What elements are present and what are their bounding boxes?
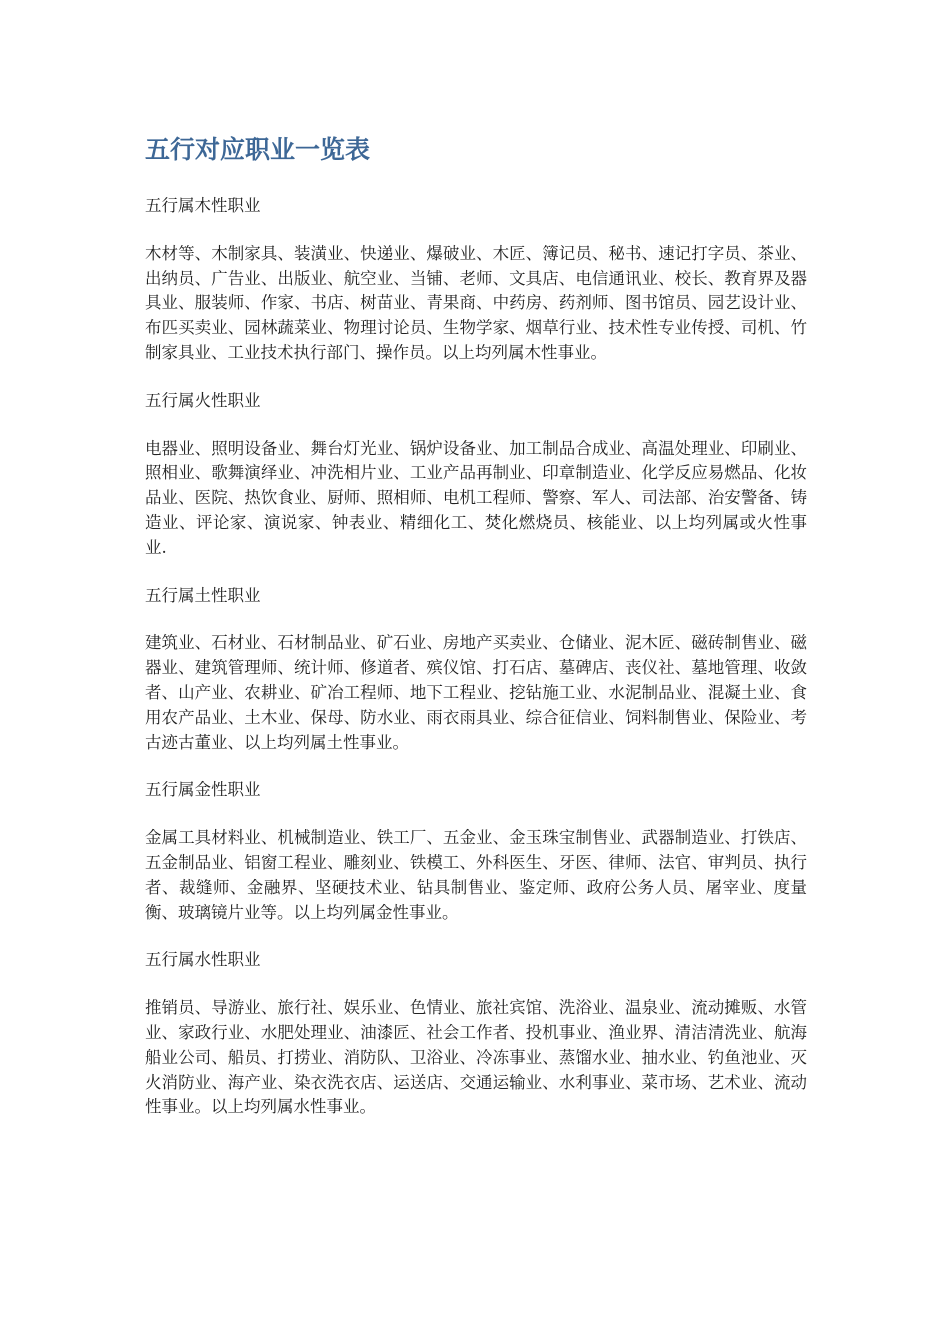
section-heading: 五行属水性职业 (145, 950, 261, 970)
section-wood (145, 194, 807, 366)
section-heading: 五行属火性职业 (145, 390, 261, 410)
section-body: 金属工具材料业、机械制造业、铁工厂、五金业、金玉珠宝制售业、武器制造业、打铁店、五金制品业、铝窗工程业、雕刻业、铁模工、外科医生、牙医、律师、法官、审判员、执行者、裁缝师、金融界、坚硬技术业、钻具制售业、鉴定师、政府公务人员、屠宰业、度量衡、玻璃镜片业等。以上均列属金性事业。 (145, 828, 807, 922)
section-heading: 五行属木性职业 (145, 196, 261, 215)
section-body: 建筑业、石材业、石材制品业、矿石业、房地产买卖业、仓储业、泥木匠、磁砖制售业、磁器业、建筑管理师、统计师、修道者、殡仪馆、打石店、墓碑店、丧仪社、墓地管理、收敛者、山产业、农耕业、矿冶工程师、地下工程业、挖钻施工业、水泥制品业、混凝土业、食用农产品业、土木业、保母、防水业、雨衣雨具业、综合征信业、饲料制售业、保险业、考古迹古董业、以上均列属土性事业。 (145, 633, 807, 752)
document-content (145, 132, 807, 1120)
section-body: 木材等、木制家具、装潢业、快递业、爆破业、木匠、簿记员、秘书、速记打字员、茶业、出纳员、广告业、出版业、航空业、当铺、老师、文具店、电信通讯业、校长、教育界及器具业、服装师、作家、书店、树苗业、青果商、中药房、药剂师、图书馆员、园艺设计业、布匹买卖业、园林蔬菜业、物理讨论员、生物学家、烟草行业、技术性专业传授、司机、竹制家具业、工业技术执行部门、操作员。以上均列属木性事业。 (145, 243, 807, 362)
section-earth (145, 584, 807, 756)
section-body: 推销员、导游业、旅行社、娱乐业、色情业、旅社宾馆、洗浴业、温泉业、流动摊贩、水管业、家政行业、水肥处理业、油漆匠、社会工作者、投机事业、渔业界、清洁清洗业、航海船业公司、船员、打捞业、消防队、卫浴业、冷冻事业、蒸馏水业、抽水业、钓鱼池业、灭火消防业、海产业、染衣洗衣店、运送店、交通运输业、水利事业、菜市场、艺术业、流动性事业。以上均列属水性事业。 (145, 998, 807, 1117)
section-fire (145, 389, 807, 561)
document-title: 五行对应职业一览表 (145, 135, 371, 164)
section-metal (145, 778, 807, 925)
section-body: 电器业、照明设备业、舞台灯光业、锅炉设备业、加工制品合成业、高温处理业、印刷业、照相业、歌舞演绎业、冲洗相片业、工业产品再制业、印章制造业、化学反应易燃品、化妆品业、医院、热饮食业、厨师、照相师、电机工程师、警察、军人、司法部、治安警备、铸造业、评论家、演说家、钟表业、精细化工、焚化燃烧员、核能业、以上均列属或火性事业. (145, 438, 807, 557)
section-heading: 五行属金性职业 (145, 780, 261, 800)
section-water (145, 948, 807, 1120)
section-heading: 五行属土性职业 (145, 585, 261, 605)
